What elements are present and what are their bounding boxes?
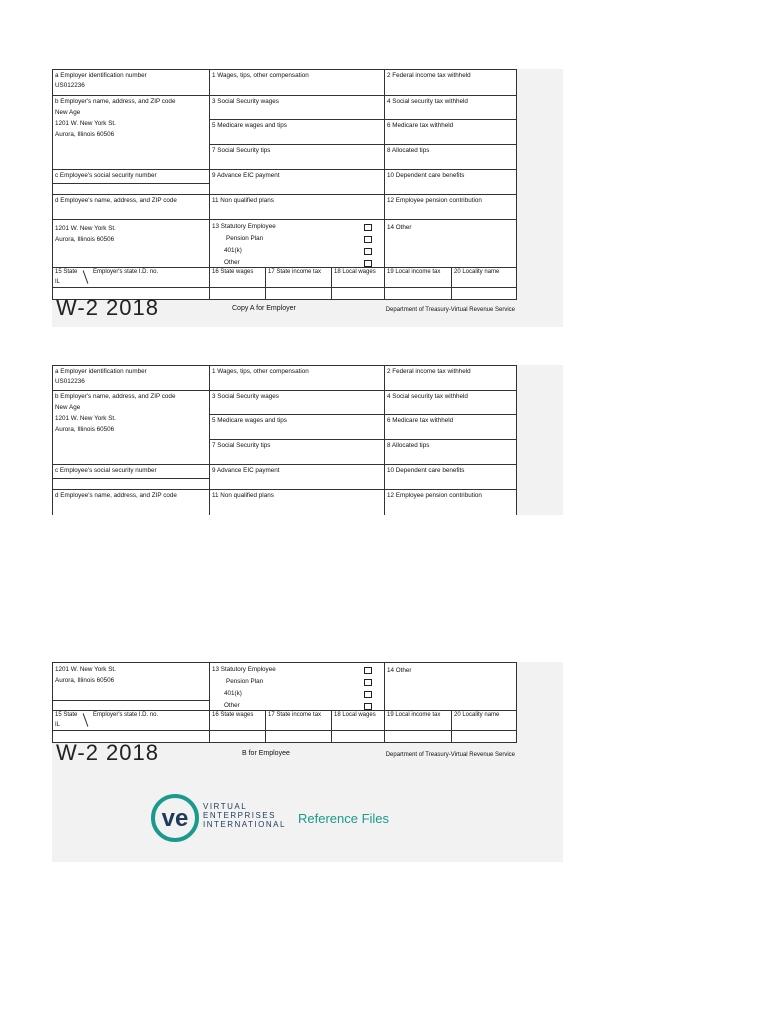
box-d: d Employee's name, address, and ZIP code <box>53 195 210 219</box>
other-checkbox[interactable] <box>364 703 372 710</box>
box-7: 7 Social Security tips <box>210 440 385 464</box>
state-value: IL <box>55 279 61 285</box>
state-id-label: Employer's state I.D. no. <box>93 269 159 275</box>
box-a <box>53 366 210 390</box>
employer-street: 1201 W. New York St. <box>55 119 116 127</box>
box-2: 2 Federal income tax withheld <box>387 72 471 79</box>
box-16: 16 State wages <box>210 711 266 730</box>
employer-city: Aurora, Illinois 60506 <box>55 130 115 138</box>
box-13 <box>210 220 385 267</box>
other-label: Other <box>224 259 240 266</box>
box-3: 3 Social Security wages <box>210 391 384 415</box>
box-14: 14 Other <box>387 667 412 674</box>
box-12: 12 Employee pension contribution <box>387 492 482 499</box>
logo-line-2: ENTERPRISES <box>203 811 276 820</box>
employee-street: 1201 W. New York St. <box>55 225 116 232</box>
employee-address <box>53 663 210 710</box>
401k-checkbox[interactable] <box>364 248 372 255</box>
401k-label: 401(k) <box>224 690 242 697</box>
box-1: 1 Wages, tips, other compensation <box>210 70 385 95</box>
box-c-label: c Employee's social security number <box>55 467 157 474</box>
box-18: 18 Local wages <box>332 268 385 287</box>
box-b-spacer <box>53 145 210 169</box>
logo-line-1: VIRTUAL <box>203 802 248 811</box>
box-a-value: US012236 <box>55 81 85 89</box>
box-1: 1 Wages, tips, other compensation <box>210 366 385 390</box>
employer-name: New Age <box>55 403 81 411</box>
w2-title: W-2 2018 <box>56 295 159 320</box>
box-7: 7 Social Security tips <box>210 145 385 169</box>
copy-label: Copy A for Employer <box>232 305 296 312</box>
box-11: 11 Non qualified plans <box>210 490 385 515</box>
box-19: 19 Local income tax <box>385 268 452 287</box>
logo-line-3: INTERNATIONAL <box>203 820 286 829</box>
state-value: IL <box>55 722 61 728</box>
box-a <box>53 70 210 95</box>
box-15-label: 15 State <box>55 712 78 718</box>
employee-address <box>53 220 210 267</box>
divider-slash <box>83 713 89 726</box>
pension-plan-checkbox[interactable] <box>364 679 372 686</box>
copy-label: B for Employee <box>242 750 290 757</box>
box-12: 12 Employee pension contribution <box>387 197 482 204</box>
box-9: 9 Advance EIC payment <box>210 465 385 489</box>
401k-checkbox[interactable] <box>364 691 372 698</box>
reference-files-label: Reference Files <box>298 811 390 826</box>
box-18: 18 Local wages <box>332 711 385 730</box>
401k-label: 401(k) <box>224 247 242 254</box>
box-15 <box>53 268 210 287</box>
box-8: 8 Allocated tips <box>387 147 430 154</box>
box-3: 3 Social Security wages <box>210 96 384 120</box>
statutory-employee-label: 13 Statutory Employee <box>212 223 276 230</box>
box-17: 17 State income tax <box>266 268 332 287</box>
box-19: 19 Local income tax <box>385 711 452 730</box>
box-2: 2 Federal income tax withheld <box>387 368 471 375</box>
form-footer-copy-b <box>52 740 517 766</box>
box-b <box>53 391 210 440</box>
box-c-label: c Employee's social security number <box>55 172 157 179</box>
divider-slash <box>83 270 89 283</box>
w2-form-copy-a <box>52 69 517 300</box>
box-4: 4 Social security tax withheld <box>385 96 516 120</box>
box-b <box>53 96 210 145</box>
box-a-value: US012236 <box>55 377 85 385</box>
w2-title: W-2 2018 <box>56 740 159 765</box>
vei-logo <box>52 786 517 849</box>
pension-plan-label: Pension Plan <box>226 235 264 242</box>
box-15-label: 15 State <box>55 269 78 275</box>
box-b-spacer <box>53 440 210 464</box>
box-10: 10 Dependent care benefits <box>387 172 465 179</box>
box-b-label: b Employer's name, address, and ZIP code <box>55 393 176 400</box>
box-b-label: b Employer's name, address, and ZIP code <box>55 98 176 105</box>
form-footer-copy-a <box>52 295 517 321</box>
box-8: 8 Allocated tips <box>387 442 430 449</box>
box-16: 16 State wages <box>210 268 266 287</box>
other-label: Other <box>224 702 240 709</box>
box-5: 5 Medicare wages and tips <box>210 120 384 145</box>
box-a-label: a Employer identification number <box>55 72 147 79</box>
employee-city: Aurora, Illinois 60506 <box>55 235 115 243</box>
w2-form-middle <box>52 365 517 515</box>
w2-form-copy-b <box>52 662 517 743</box>
box-9: 9 Advance EIC payment <box>210 170 385 194</box>
logo-mark: ve <box>161 805 189 832</box>
employer-name: New Age <box>55 108 81 116</box>
department-label: Department of Treasury-Virtual Revenue Service <box>385 307 515 313</box>
box-20: 20 Locality name <box>454 269 500 275</box>
pension-plan-checkbox[interactable] <box>364 236 372 243</box>
statutory-employee-checkbox[interactable] <box>364 224 372 231</box>
box-4: 4 Social security tax withheld <box>385 391 516 415</box>
box-5: 5 Medicare wages and tips <box>210 415 384 440</box>
employer-city: Aurora, Illinois 60506 <box>55 425 115 433</box>
vei-logo-banner <box>52 786 517 849</box>
box-17: 17 State income tax <box>266 711 332 730</box>
box-6: 6 Medicare tax withheld <box>385 120 516 145</box>
pension-plan-label: Pension Plan <box>226 678 264 685</box>
other-checkbox[interactable] <box>364 260 372 267</box>
state-id-label: Employer's state I.D. no. <box>93 712 159 718</box>
statutory-employee-label: 13 Statutory Employee <box>212 666 276 673</box>
box-6: 6 Medicare tax withheld <box>385 415 516 440</box>
employee-city: Aurora, Illinois 60506 <box>55 676 115 684</box>
department-label: Department of Treasury-Virtual Revenue Service <box>385 752 515 758</box>
box-d: d Employee's name, address, and ZIP code <box>53 490 210 515</box>
box-c <box>53 465 210 489</box>
box-15 <box>53 711 210 730</box>
box-11: 11 Non qualified plans <box>210 195 385 219</box>
box-13 <box>210 663 385 710</box>
statutory-employee-checkbox[interactable] <box>364 667 372 674</box>
box-14: 14 Other <box>387 224 412 231</box>
box-10: 10 Dependent care benefits <box>387 467 465 474</box>
box-c <box>53 170 210 194</box>
box-20: 20 Locality name <box>454 712 500 718</box>
box-a-label: a Employer identification number <box>55 368 147 375</box>
employee-street: 1201 W. New York St. <box>55 666 116 673</box>
employer-street: 1201 W. New York St. <box>55 414 116 422</box>
